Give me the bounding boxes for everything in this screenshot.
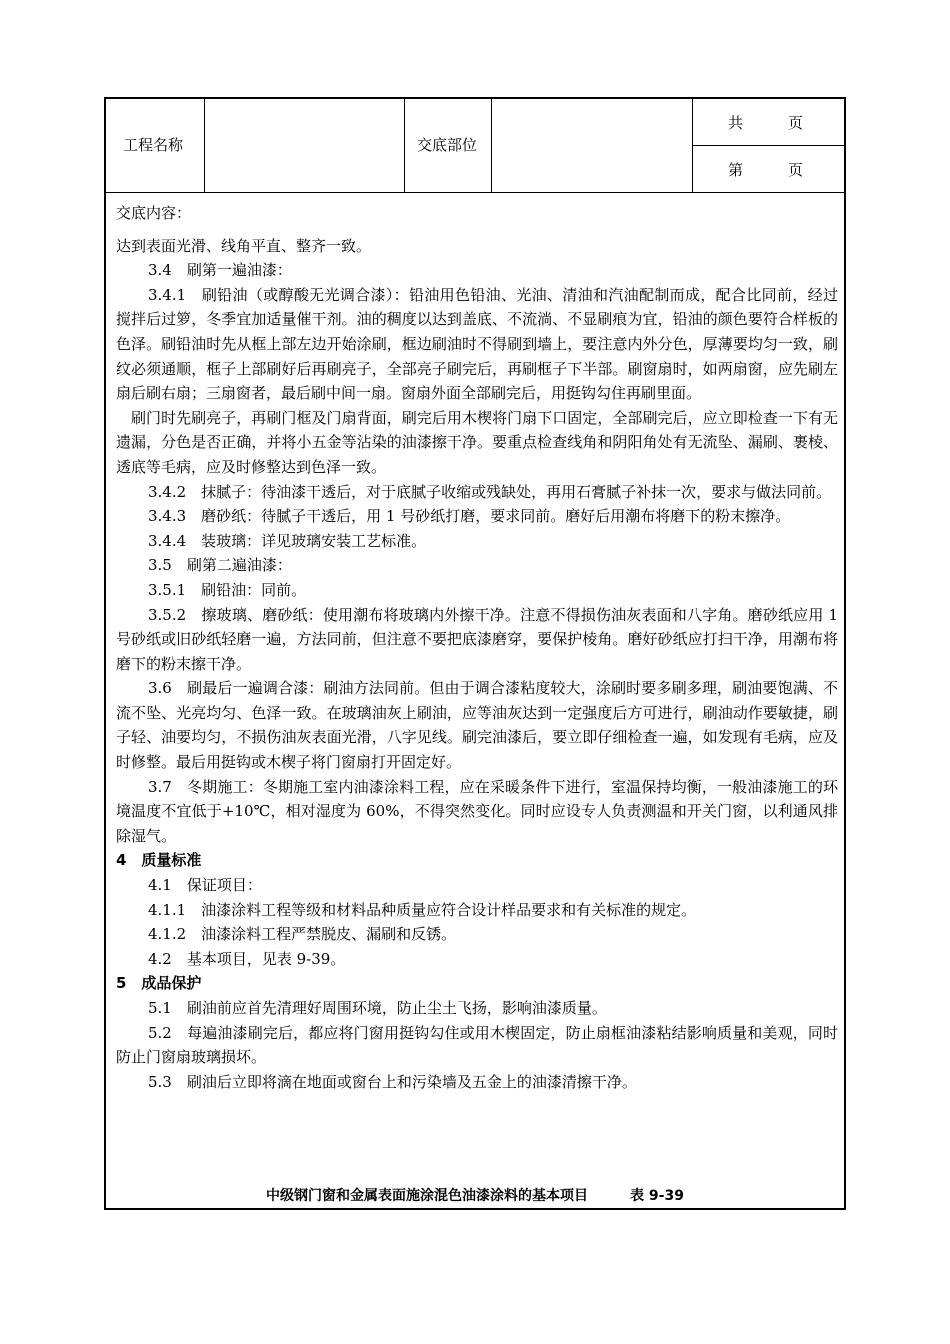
content-intro-label: 交底内容： [116, 204, 192, 222]
paragraph: 3.4.1 刷铅油（或醇酸无光调合漆）：铅油用色铅油、光油、清油和汽油配制而成，配合比同前，经过搅拌后过箩，冬季宜加适量催干剂。油的稠度以达到盖底、不流淌、不显刷痕为宜，铅油的颜色要符合样板的色泽。刷铅油时先从框上部左边开始涂刷，框边刷油时不得刷到墙上，要注意内外分色，厚薄要均匀一致，刷纹必须通顺，框子上部刷好后再刷亮子，全部亮子刷完后，再刷框子下半部。刷窗扇时，如两扇窗，应先刷左扇后刷右扇；三扇窗者，最后刷中间一扇。窗扇外面全部刷完后，用挺钩勾住再刷里面。 [116, 285, 838, 403]
total-pages-label: 共 页 [728, 114, 804, 132]
paragraph: 4.1 保证项目： [148, 876, 262, 895]
page-number-label: 第 页 [728, 161, 804, 179]
paragraph: 3.4.3 磨砂纸：待腻子干透后，用 1 号砂纸打磨，要求同前。磨好后用潮布将磨下的粉末擦净。 [148, 507, 791, 526]
paragraph: 3.4.4 装玻璃：详见玻璃安装工艺标准。 [148, 531, 427, 550]
paragraph: 5.1 刷油前应首先清理好周围环境，防止尘土飞扬，影响油漆质量。 [148, 999, 607, 1017]
project-name-label: 工程名称 [123, 136, 184, 154]
paragraph: 3.4 刷第一遍油漆： [148, 261, 292, 280]
paragraph: 3.5.1 刷铅油：同前。 [148, 580, 307, 599]
paragraph: 3.6 刷最后一遍调合漆：刷油方法同前。但由于调合漆粘度较大，涂刷时要多刷多理，刷油要饱满、不流不坠、光亮均匀、色泽一致。在玻璃油灰上刷油，应等油灰达到一定强度后方可进行，刷油动作要敏捷，刷子轻、油要均匀，不损伤油灰表面光滑，八字见线。刷完油漆后，要立即仔细检查一遍，如发现有毛病，应及时修整。最后用挺钩或木楔子将门窗扇打开固定好。 [116, 679, 838, 772]
divider [404, 99, 405, 192]
paragraph: 4.2 基本项目，见表 9-39。 [148, 949, 346, 968]
section-heading: 4 质量标准 [116, 851, 202, 870]
section-heading: 5 成品保护 [116, 974, 202, 993]
disclosure-form [104, 97, 846, 1210]
divider [204, 99, 205, 192]
paragraph: 3.5.2 擦玻璃、磨砂纸：使用潮布将玻璃内外擦干净。注意不得损伤油灰表面和八字角。磨砂纸应用 1 号砂纸或旧砂纸轻磨一遍，方法同前，但注意不要把底漆磨穿，要保护棱角。磨好砂纸应打扫干净，用潮布将磨下的粉末擦干净。 [116, 605, 838, 673]
paragraph: 3.7 冬期施工：冬期施工室内油漆涂料工程，应在采暖条件下进行，室温保持均衡，一般油漆施工的环境温度不宜低于+10℃，相对湿度为 60%，不得突然变化。同时应设专人负责测温和开关门窗，以利通风排除湿气。 [116, 777, 838, 845]
paragraph: 4.1.2 油漆涂料工程严禁脱皮、漏刷和反锈。 [148, 925, 457, 944]
table-title: 中级钢门窗和金属表面施涂混色油漆涂料的基本项目 表 9-39 [266, 1188, 684, 1204]
paragraph: 3.4.2 抹腻子：待油漆干透后，对于底腻子收缩或残缺处，再用石膏腻子补抹一次，要求与做法同前。 [148, 482, 832, 501]
divider [692, 145, 844, 146]
disclosure-part-label: 交底部位 [417, 136, 478, 154]
disclosure-content [116, 201, 838, 1094]
paragraph: 5.3 刷油后立即将滴在地面或窗台上和污染墙及五金上的油漆清擦干净。 [148, 1072, 637, 1091]
form-header [106, 99, 844, 193]
divider [491, 99, 492, 192]
paragraph: 5.2 每遍油漆刷完后，都应将门窗用挺钩勾住或用木楔固定，防止扇框油漆粘结影响质量和美观，同时防止门窗扇玻璃损坏。 [116, 1023, 838, 1067]
paragraph: 3.5 刷第二遍油漆： [148, 556, 292, 575]
paragraph: 4.1.1 油漆涂料工程等级和材料品种质量应符合设计样品要求和有关标准的规定。 [148, 900, 697, 919]
paragraph: 刷门时先刷亮子，再刷门框及门扇背面，刷完后用木楔将门扇下口固定，全部刷完后，应立即检查一下有无遗漏，分色是否正确，并将小五金等沾染的油漆擦干净。要重点检查线角和阴阳角处有无流坠、漏刷、裹棱、透底等毛病，应及时修整达到色泽一致。 [116, 408, 838, 476]
paragraph: 达到表面光滑、线角平直、整齐一致。 [116, 236, 372, 255]
